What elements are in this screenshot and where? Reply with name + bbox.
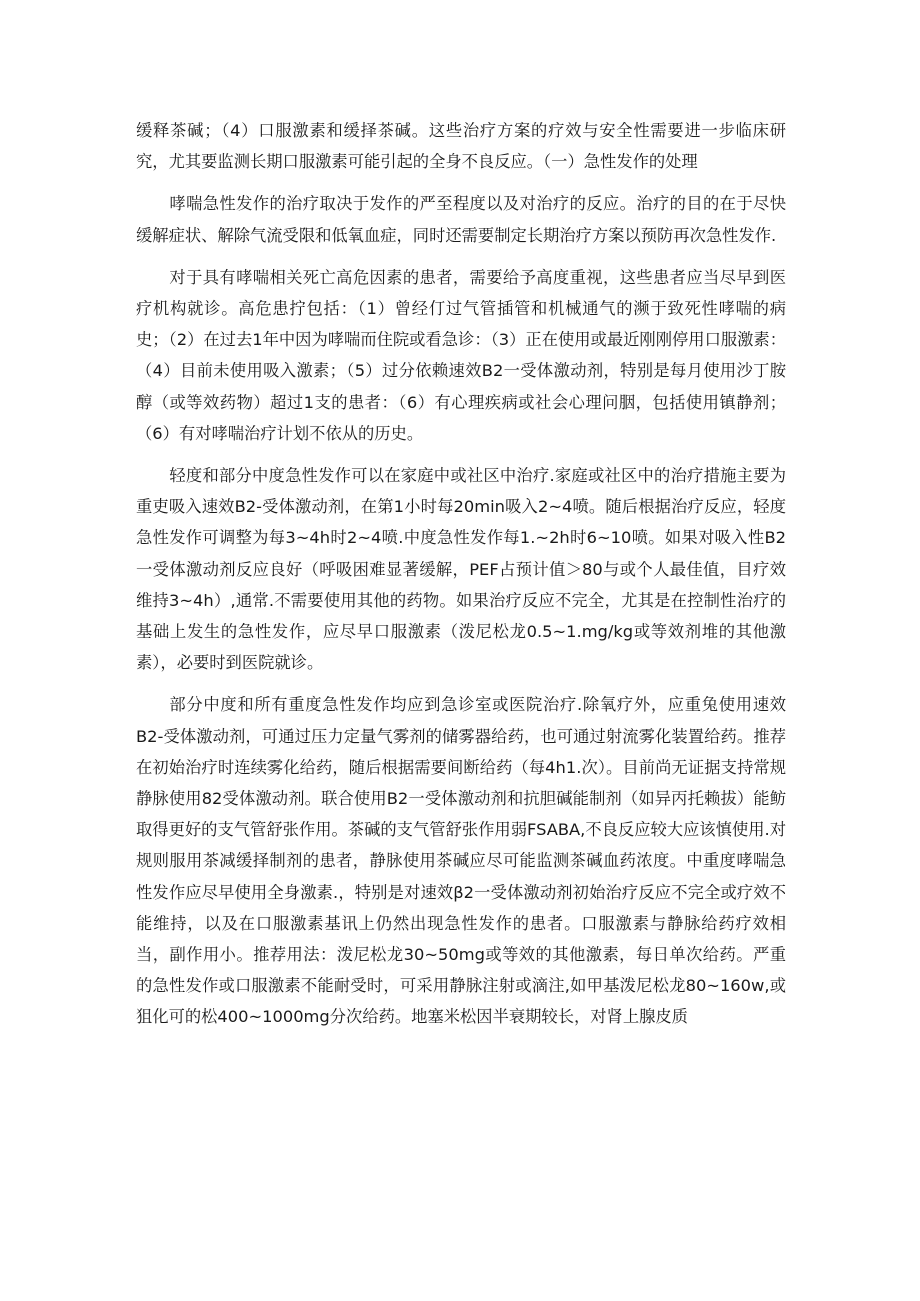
paragraph-severe-treatment: 部分中度和所有重度急性发作均应到急诊室或医院治疗.除氧疗外，应重兔使用速效B2-受体激动剂，可通过压力定量气雾剂的储雾器给药，也可通过射流雾化装置给药。推荐在初始治疗时连续雾化给药，随后根据需要间断给药（每4h1.次）。目前尚无证据支持常规静脉使用82受体激动剂。联合使用B2一受体激动剂和抗胆碱能制剂（如异丙托赖拔）能鲂取得更好的支气管舒张作用。茶碱的支气管舒张作用弱FSABA,不良反应较大应该慎使用.对规则服用茶减缓择制剂的患者，静脉使用茶碱应尽可能监测茶碱血药浓度。中重度哮喘急性发作应尽早使用全身激素.，特别是对速效β2一受体激动剂初始治疗反应不完全或疗效不能维持，以及在口服激素基讯上仍然出现急性发作的患者。口服激素与静脉给药疗效相当，副作用小。推荐用法：泼尼松龙30~50mg或等效的其他激素，每日单次给药。严重的急性发作或口服激素不能耐受时，可采用静脉注射或滴注,如甲基泼尼松龙80~160w,或狙化可的松400~1000mg分次给药。地塞米松因半衰期较长，对肾上腺皮质 xyxy=(136,695,786,1027)
paragraph-acute-attack-goals: 哮喘急性发作的治疗取决于发作的严至程度以及对治疗的反应。治疗的目的在于尽快缓解症状、解除气流受限和低氧血症，同时还需要制定长期治疗方案以预防再次急性发作. xyxy=(136,194,786,245)
paragraph-continuation: 缓释茶碱；（4）口服激素和缓择茶碱。这些治疗方案的疗效与安全性需要进一步临床研究，尤其要监测长期口服激素可能引起的全身不良反应。（一）急性发作的处理 xyxy=(136,121,786,172)
paragraph-high-risk-patients: 对于具有哮喘相关死亡高危因素的患者，需要给予高度重视，这些患者应当尽早到医疗机构就诊。高危患拧包括：（1）曾经仃过气管插管和机械通气的濒于致死性哮喘的病史；（2）在过去1年中因为哮喘而住院或看急诊：（3）正在使用或最近刚刚停用口服激素：（4）目前未使用吸入激素；（5）过分依赖速效B2一受体激动剂，特别是每月使用沙丁胺醇（或等效药物）超过1支的患者：（6）有心理疾病或社会心理问胭，包括使用镇静剂；（6）有对哮喘治疗计划不依从的历史。 xyxy=(136,267,786,443)
paragraph-mild-moderate-treatment: 轻度和部分中度急性发作可以在家庭中或社区中治疗.家庭或社区中的治疗措施主要为重吏吸入速效B2-受体激动剂，在第1小时每20min吸入2~4喷。随后根据治疗反应，轻度急性发作可调整为每3~4h时2~4喷.中度急性发作每1.~2h时6~10喷。如果对吸入性B2一受体激动剂反应良好（呼吸困难显著缓解，PEF占预计值＞80与或个人最佳值，目疗效维持3~4h）,通常.不需要使用其他的药物。如果治疗反应不完全，尤其是在控制性治疗的基础上发生的急性发作，应尽早口服激素（泼尼松龙0.5~1.mg∕kg或等效剂堆的其他激素），必要时到医院就诊。 xyxy=(136,466,786,673)
document-body xyxy=(136,115,786,1044)
